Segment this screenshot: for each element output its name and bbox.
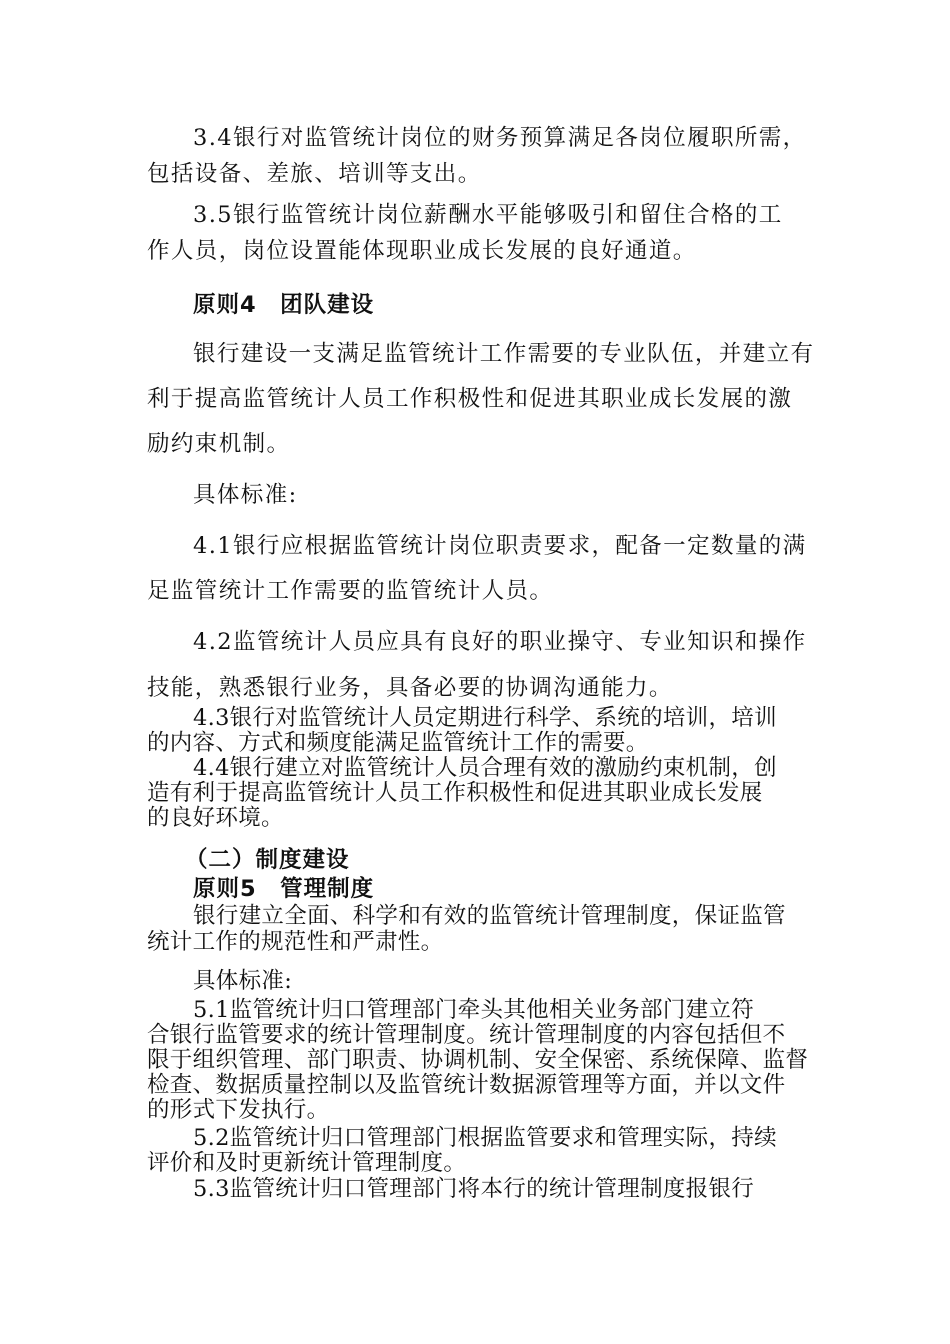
text-line: 作人员，岗位设置能体现职业成长发展的良好通道。	[147, 238, 697, 264]
text-line: 统计工作的规范性和严肃性。	[147, 929, 444, 955]
text-line: 包括设备、差旅、培训等支出。	[147, 161, 482, 187]
text-line: 足监管统计工作需要的监管统计人员。	[147, 578, 554, 604]
text-line: 银行建立全面、科学和有效的监管统计管理制度，保证监管	[193, 903, 786, 929]
text-line: 评价和及时更新统计管理制度。	[147, 1150, 467, 1176]
text-line: 限于组织管理、部门职责、协调机制、安全保密、系统保障、监督	[147, 1047, 809, 1073]
text-line: 利于提高监管统计人员工作积极性和促进其职业成长发展的激	[147, 386, 793, 412]
text-line: 的形式下发执行。	[147, 1097, 330, 1123]
text-line: 5.1监管统计归口管理部门牵头其他相关业务部门建立符	[193, 997, 755, 1023]
text-line: 4.1银行应根据监管统计岗位职责要求，配备一定数量的满	[193, 533, 807, 559]
text-line: 4.3银行对监管统计人员定期进行科学、系统的培训，培训	[193, 705, 777, 731]
text-line: 4.2监管统计人员应具有良好的职业操守、专业知识和操作	[193, 629, 807, 655]
text-line: 具体标准:	[193, 968, 293, 994]
text-line: 造有利于提高监管统计人员工作积极性和促进其职业成长发展	[147, 780, 763, 806]
text-line: 银行建设一支满足监管统计工作需要的专业队伍，并建立有	[193, 341, 815, 367]
text-line: 3.4银行对监管统计岗位的财务预算满足各岗位履职所需，	[193, 125, 807, 151]
text-line: 的良好环境。	[147, 805, 284, 831]
text-line: 合银行监管要求的统计管理制度。统计管理制度的内容包括但不	[147, 1022, 786, 1048]
text-line: 5.2监管统计归口管理部门根据监管要求和管理实际，持续	[193, 1125, 777, 1151]
text-line: 励约束机制。	[147, 431, 291, 457]
section-heading: 原则4 团队建设	[193, 292, 375, 318]
text-line: 3.5银行监管统计岗位薪酬水平能够吸引和留住合格的工	[193, 202, 783, 228]
text-line: 5.3监管统计归口管理部门将本行的统计管理制度报银行	[193, 1176, 755, 1202]
text-line: 的内容、方式和频度能满足监管统计工作的需要。	[147, 730, 649, 756]
section-heading: （二）制度建设	[185, 847, 350, 873]
text-line: 检查、数据质量控制以及监管统计数据源管理等方面，并以文件	[147, 1072, 786, 1098]
text-line: 技能，熟悉银行业务，具备必要的协调沟通能力。	[147, 675, 673, 701]
section-heading: 原则5 管理制度	[193, 876, 375, 902]
text-line: 具体标准:	[193, 482, 298, 508]
text-line: 4.4银行建立对监管统计人员合理有效的激励约束机制，创	[193, 755, 777, 781]
